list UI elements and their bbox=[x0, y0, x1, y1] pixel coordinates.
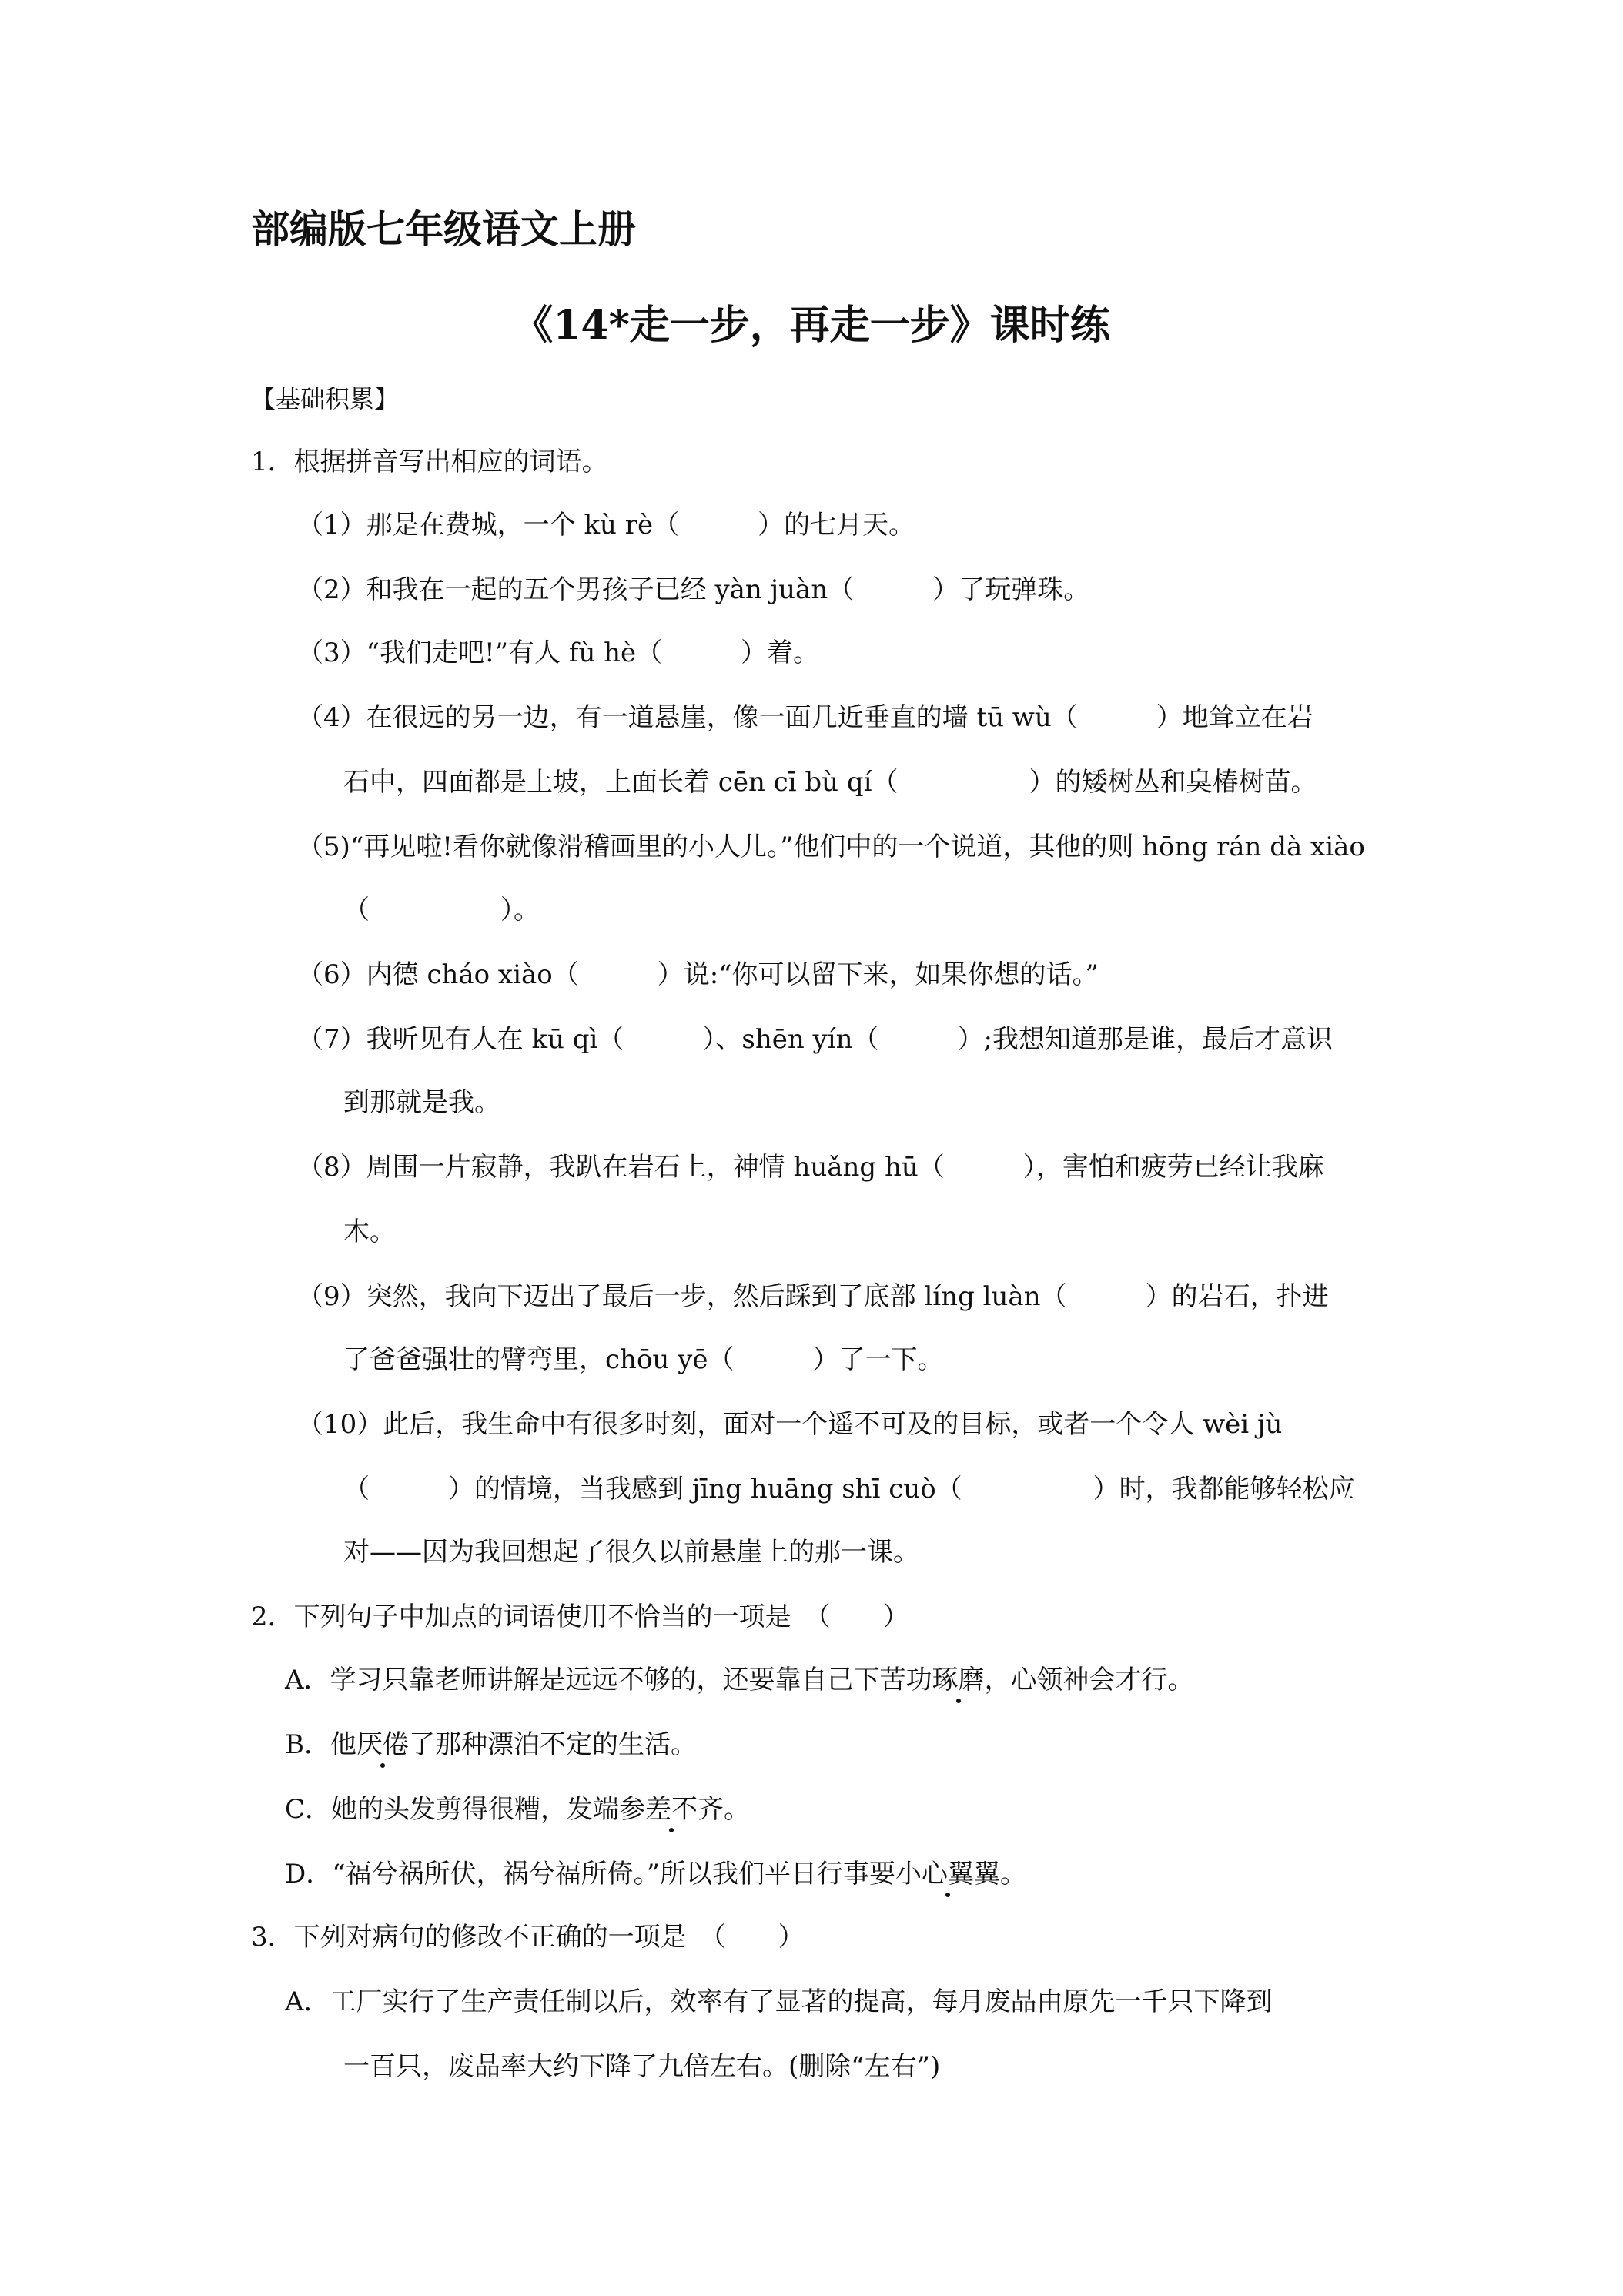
q2-option-d: D．“福兮祸所伏，祸兮福所倚。”所以我们平日行事要小心翼翼。 bbox=[285, 1859, 1027, 1889]
q1-item-9-line1: （9）突然，我向下迈出了最后一步，然后踩到了底部 líng luàn（ ）的岩石，扑进 bbox=[297, 1281, 1329, 1312]
q1-item-7-line1: （7）我听见有人在 kū qì（ ）、shēn yín（ ）;我想知道那是谁，最后才意识 bbox=[297, 1024, 1333, 1055]
dotted-word: 小心翼翼 bbox=[895, 1859, 1001, 1889]
q1-item-6: （6）内德 cháo xiào（ ）说:“你可以留下来，如果你想的话。” bbox=[297, 959, 1099, 990]
q1-item-10-line3: 对——因为我回想起了很久以前悬崖上的那一课。 bbox=[343, 1537, 919, 1568]
q1-item-4-line1: （4）在很远的另一边，有一道悬崖，像一面几近垂直的墙 tū wù（ ）地耸立在岩 bbox=[297, 702, 1313, 733]
q1-item-7-line2: 到那就是我。 bbox=[343, 1087, 500, 1118]
q1-item-4-line2: 石中，四面都是土坡，上面长着 cēn cī bù qí（ ）的矮树丛和臭椿树苗。 bbox=[343, 767, 1317, 798]
q1-item-5-line1: （5)“再见啦!看你就像滑稽画里的小人儿。”他们中的一个说道，其他的则 hōng rán dà xiào bbox=[297, 832, 1365, 862]
q2-option-c: C．她的头发剪得很糟，发端参差不齐。 bbox=[285, 1794, 751, 1825]
q1-item-9-line2: 了爸爸强壮的臂弯里，chōu yē（ ）了一下。 bbox=[343, 1344, 944, 1375]
q3-stem: 3．下列对病句的修改不正确的一项是 （ ） bbox=[251, 1922, 805, 1953]
q1-item-5-line2: （ ）。 bbox=[343, 895, 540, 925]
series-title: 部编版七年级语文上册 bbox=[251, 206, 636, 252]
q1-item-2: （2）和我在一起的五个男孩子已经 yàn juàn（ ）了玩弹珠。 bbox=[297, 574, 1090, 605]
q1-item-10-line1: （10）此后，我生命中有很多时刻，面对一个遥不可及的目标，或者一个令人 wèi jù bbox=[297, 1409, 1283, 1440]
q3-option-a-line2: 一百只，废品率大约下降了九倍左右。(删除“左右”) bbox=[343, 2051, 941, 2082]
q2-stem: 2．下列句子中加点的词语使用不恰当的一项是 （ ） bbox=[251, 1602, 909, 1632]
q2-option-b: B．他厌倦了那种漂泊不定的生活。 bbox=[285, 1729, 697, 1760]
q1-item-8-line1: （8）周围一片寂静，我趴在岩石上，神情 huǎng hū（ ），害怕和疲劳已经让我麻 bbox=[297, 1152, 1324, 1183]
dotted-word: 参差不齐 bbox=[619, 1794, 724, 1825]
q1-item-10-line2: （ ）的情境，当我感到 jīng huāng shī cuò（ ）时，我都能够轻松应 bbox=[343, 1474, 1355, 1504]
q1-item-8-line2: 木。 bbox=[343, 1217, 396, 1247]
section-label: 【基础积累】 bbox=[251, 384, 400, 413]
q1-item-1: （1）那是在费城，一个 kù rè（ ）的七月天。 bbox=[297, 510, 915, 541]
dotted-word: 厌倦 bbox=[356, 1729, 409, 1760]
lesson-title: 《14*走一步，再走一步》课时练 bbox=[513, 302, 1110, 349]
q2-option-a: A．学习只靠老师讲解是远远不够的，还要靠自己下苦功琢磨，心领神会才行。 bbox=[285, 1665, 1194, 1695]
q3-option-a-line1: A．工厂实行了生产责任制以后，效率有了显著的提高，每月废品由原先一千只下降到 bbox=[285, 1986, 1273, 2017]
q1-stem: 1．根据拼音写出相应的词语。 bbox=[251, 447, 608, 477]
dotted-word: 琢磨 bbox=[932, 1665, 985, 1695]
q1-item-3: （3）“我们走吧!”有人 fù hè（ ）着。 bbox=[297, 638, 820, 668]
